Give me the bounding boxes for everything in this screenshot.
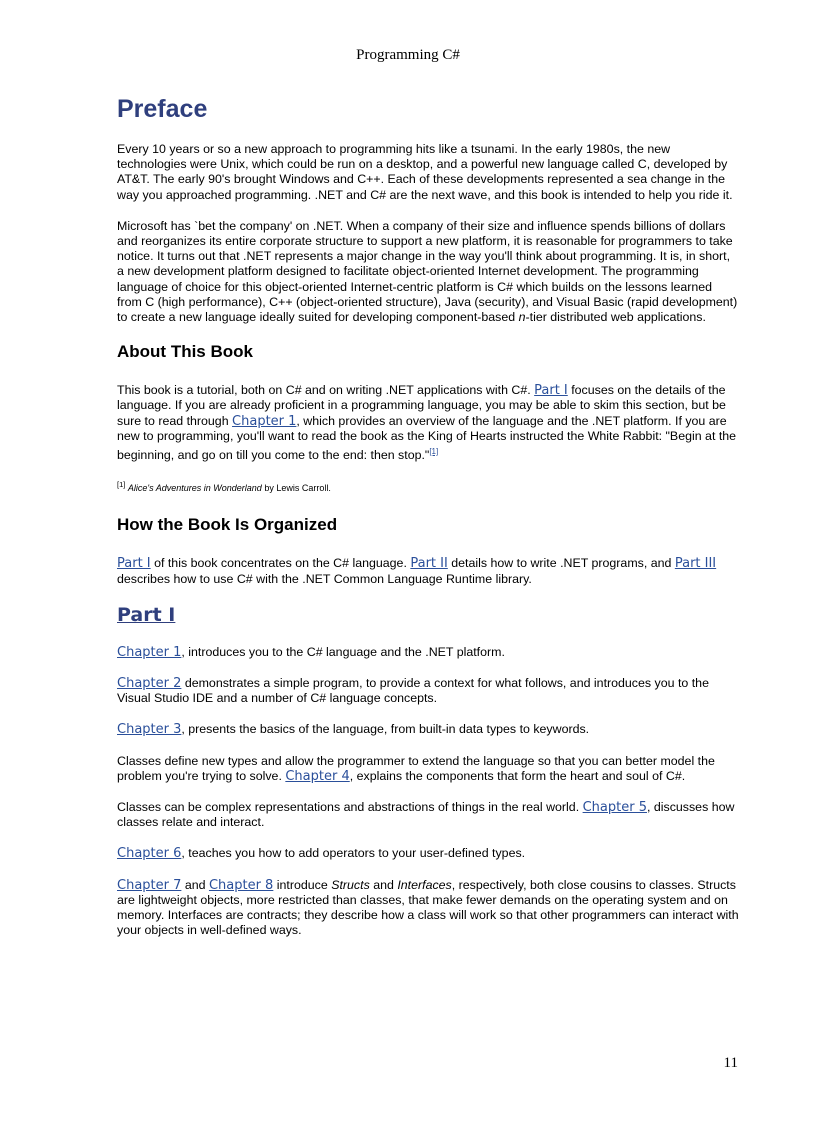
text: and	[369, 877, 398, 892]
link-chapter-6[interactable]: Chapter 6	[117, 846, 182, 862]
footnote-mark: [1]	[117, 480, 126, 490]
link-chapter-1[interactable]: Chapter 1	[232, 413, 297, 429]
text: demonstrates a simple program, to provide a context for what follows, and introduces you to the Visual Studio IDE and a number of C# language concepts.	[117, 675, 709, 706]
text: Microsoft has `bet the company' on .NET. When a company of their size and influence spends billions of dollars and reorganizes its entire corporate structure to support a new platform, it is reasonable for programmers to take notice. It turns out that .NET represents a major change in the way you'll think about programming. It is, in short, a new development platform designed to facilitate object-oriented Internet development. The programming language of choice for this object-oriented Internet-centric platform is C# which builds on the lessons learned from C (high performance), C++ (object-oriented structure), Java (security), and Visual Basic (rapid development) to create a new language ideally suited for developing component-based	[117, 218, 738, 325]
text: of this book concentrates on the C# language.	[150, 556, 411, 571]
link-chapter-3[interactable]: Chapter 3	[117, 722, 182, 738]
text: Classes can be complex representations and abstractions of things in the real world.	[117, 800, 583, 814]
chapter-4-paragraph	[117, 754, 739, 784]
preface-paragraph-2	[117, 219, 739, 325]
about-heading: About This Book	[117, 342, 253, 362]
link-part-1[interactable]: Part I	[534, 383, 568, 399]
text: , introduces you to the C# language and the .NET platform.	[181, 644, 505, 659]
organized-heading: How the Book Is Organized	[117, 515, 338, 535]
text: introduce	[273, 877, 332, 892]
chapter-6-paragraph	[117, 846, 739, 861]
text-emphasis: Interfaces	[397, 877, 452, 892]
footnote	[117, 479, 739, 494]
text-emphasis: n	[518, 310, 526, 325]
footnote-ref-link[interactable]: [1]	[429, 447, 439, 457]
page-number: 11	[723, 1055, 738, 1071]
text: details how to write .NET programs, and	[447, 556, 675, 571]
chapter-1-paragraph	[117, 645, 739, 660]
link-chapter-7[interactable]: Chapter 7	[117, 877, 182, 893]
footnote-ref	[429, 447, 438, 456]
text: -tier distributed web applications.	[525, 310, 706, 325]
chapter-2-paragraph	[117, 676, 739, 706]
link-part-1[interactable]: Part I	[117, 556, 151, 572]
link-chapter-8[interactable]: Chapter 8	[208, 877, 274, 893]
link-chapter-4[interactable]: Chapter 4	[285, 768, 350, 784]
page-content	[117, 92, 739, 954]
text: and	[181, 877, 209, 892]
link-chapter-1[interactable]: Chapter 1	[117, 644, 182, 660]
part-1-heading-link[interactable]: Part I	[117, 603, 176, 626]
running-header: Programming C#	[356, 47, 460, 63]
about-paragraph	[117, 383, 739, 463]
text-emphasis: Structs	[331, 877, 370, 892]
text: , presents the basics of the language, from built-in data types to keywords.	[181, 722, 590, 737]
text: This book is a tutorial, both on C# and on writing .NET applications with C#.	[117, 383, 535, 398]
text: describes how to use C# with the .NET Common Language Runtime library.	[117, 571, 532, 586]
link-part-2[interactable]: Part II	[410, 556, 448, 572]
part-1-heading	[117, 603, 739, 628]
footnote-title: Alice's Adventures in Wonderland	[127, 483, 262, 494]
text: , discusses how classes relate and interact.	[117, 800, 735, 830]
text: focuses on the details of the language. If you are already proficient in a programming language, you may be able to skim this section, but be sure to read through	[117, 383, 726, 428]
text: , which provides an overview of the language and the .NET platform. If you are new to programming, you'll want to read the book as the King of Hearts instructed the White Rabbit: "Begin at the beginning, and go on till you come to the end: then stop."	[117, 413, 737, 463]
link-part-3[interactable]: Part III	[674, 556, 717, 572]
text: Classes define new types and allow the programmer to extend the language so that you can better model the problem you're trying to solve.	[117, 753, 715, 783]
organized-paragraph	[117, 556, 739, 586]
chapter-3-paragraph	[117, 722, 739, 737]
footnote-text: by Lewis Carroll.	[261, 483, 331, 494]
link-chapter-5[interactable]: Chapter 5	[582, 800, 647, 815]
text: , teaches you how to add operators to your user-defined types.	[181, 846, 526, 861]
chapter-7-8-paragraph	[117, 878, 739, 939]
chapter-5-paragraph	[117, 800, 739, 830]
preface-title: Preface	[117, 95, 208, 123]
text: , respectively, both close cousins to classes. Structs are lightweight objects, more restricted than classes, that make fewer demands on the operating system and on memory. Interfaces are contracts; they describe how a class will work so that other programmers can interact with your objects in well-defined ways.	[117, 877, 739, 938]
link-chapter-2[interactable]: Chapter 2	[117, 675, 182, 691]
preface-paragraph-1: Every 10 years or so a new approach to programming hits like a tsunami. In the early 1980s, the new technologies were Unix, which could be run on a desktop, and a powerful new language called C, developed by AT&T. The early 90's brought Windows and C++. Each of these developments represented a sea change in the way you approached programming. .NET and C# are the next wave, and this book is intended to help you ride it.	[117, 142, 733, 202]
text: , explains the components that form the heart and soul of C#.	[349, 768, 686, 783]
